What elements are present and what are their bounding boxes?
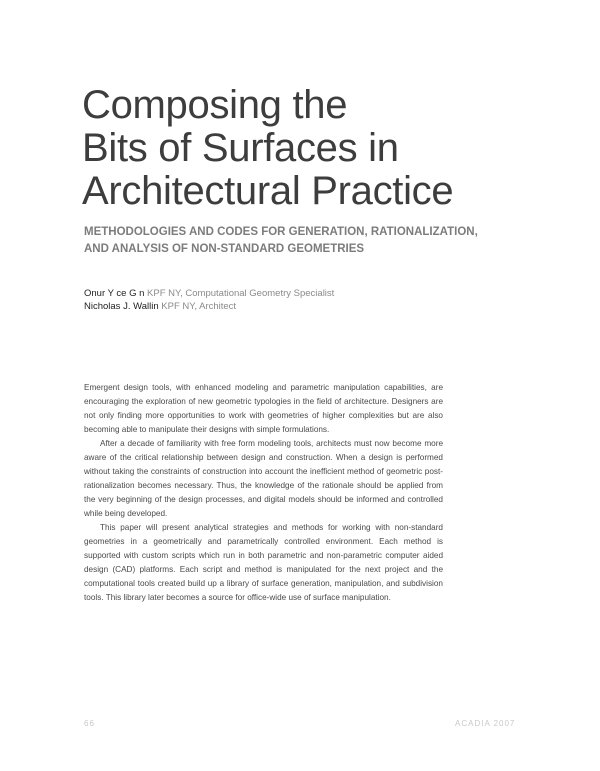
author-affiliation: KPF NY, Architect <box>161 301 237 312</box>
title-line: Bits of Surfaces in <box>82 126 399 170</box>
conference-name: ACADIA 2007 <box>455 719 516 728</box>
abstract-paragraph: After a decade of familiarity with free form modeling tools, architects must now become more aware of the critical relationship between design and construction. When a design is performed without taking the constraints of construction into account the inefficient method of geometric post-rationalization becomes necessary. Thus, the knowledge of the rationale should be applied from the very beginning of the design processes, and digital models should be informed and controlled while being developed. <box>84 439 443 518</box>
abstract-paragraph: Emergent design tools, with enhanced modeling and parametric manipulation capabilities, are encouraging the exploration of new geometric typologies in the field of architecture. Designers are not only finding more opportunities to work with geometries of higher complexities but are also becoming able to manipulate their designs with simple formulations. <box>84 383 443 434</box>
author-entry <box>84 300 334 313</box>
author-name: Nicholas J. Wallin <box>84 301 159 312</box>
author-name: Onur Y ce G n <box>84 288 145 299</box>
title-line: Architectural Practice <box>82 169 454 213</box>
page-number: 66 <box>84 719 95 728</box>
subtitle-line: METHODOLOGIES AND CODES FOR GENERATION, RATIONALIZATION, <box>84 226 478 238</box>
paper-subtitle <box>84 224 534 258</box>
author-list <box>84 287 334 313</box>
paper-title <box>82 84 562 213</box>
abstract-paragraph: This paper will present analytical strategies and methods for working with non-standard geometries in a geometrically and parametrically controlled environment. Each method is supported with custom scripts which run in both parametric and non-parametric computer aided design (CAD) platforms. Each script and method is manipulated for the next project and the computational tools created build up a library of surface generation, manipulation, and subdivision tools. This library later becomes a source for office-wide use of surface manipulation. <box>84 523 443 602</box>
author-entry <box>84 287 334 300</box>
subtitle-line: AND ANALYSIS OF NON-STANDARD GEOMETRIES <box>84 243 365 255</box>
abstract <box>84 381 443 605</box>
author-affiliation: KPF NY, Computational Geometry Specialist <box>147 288 335 299</box>
title-line: Composing the <box>82 83 348 127</box>
